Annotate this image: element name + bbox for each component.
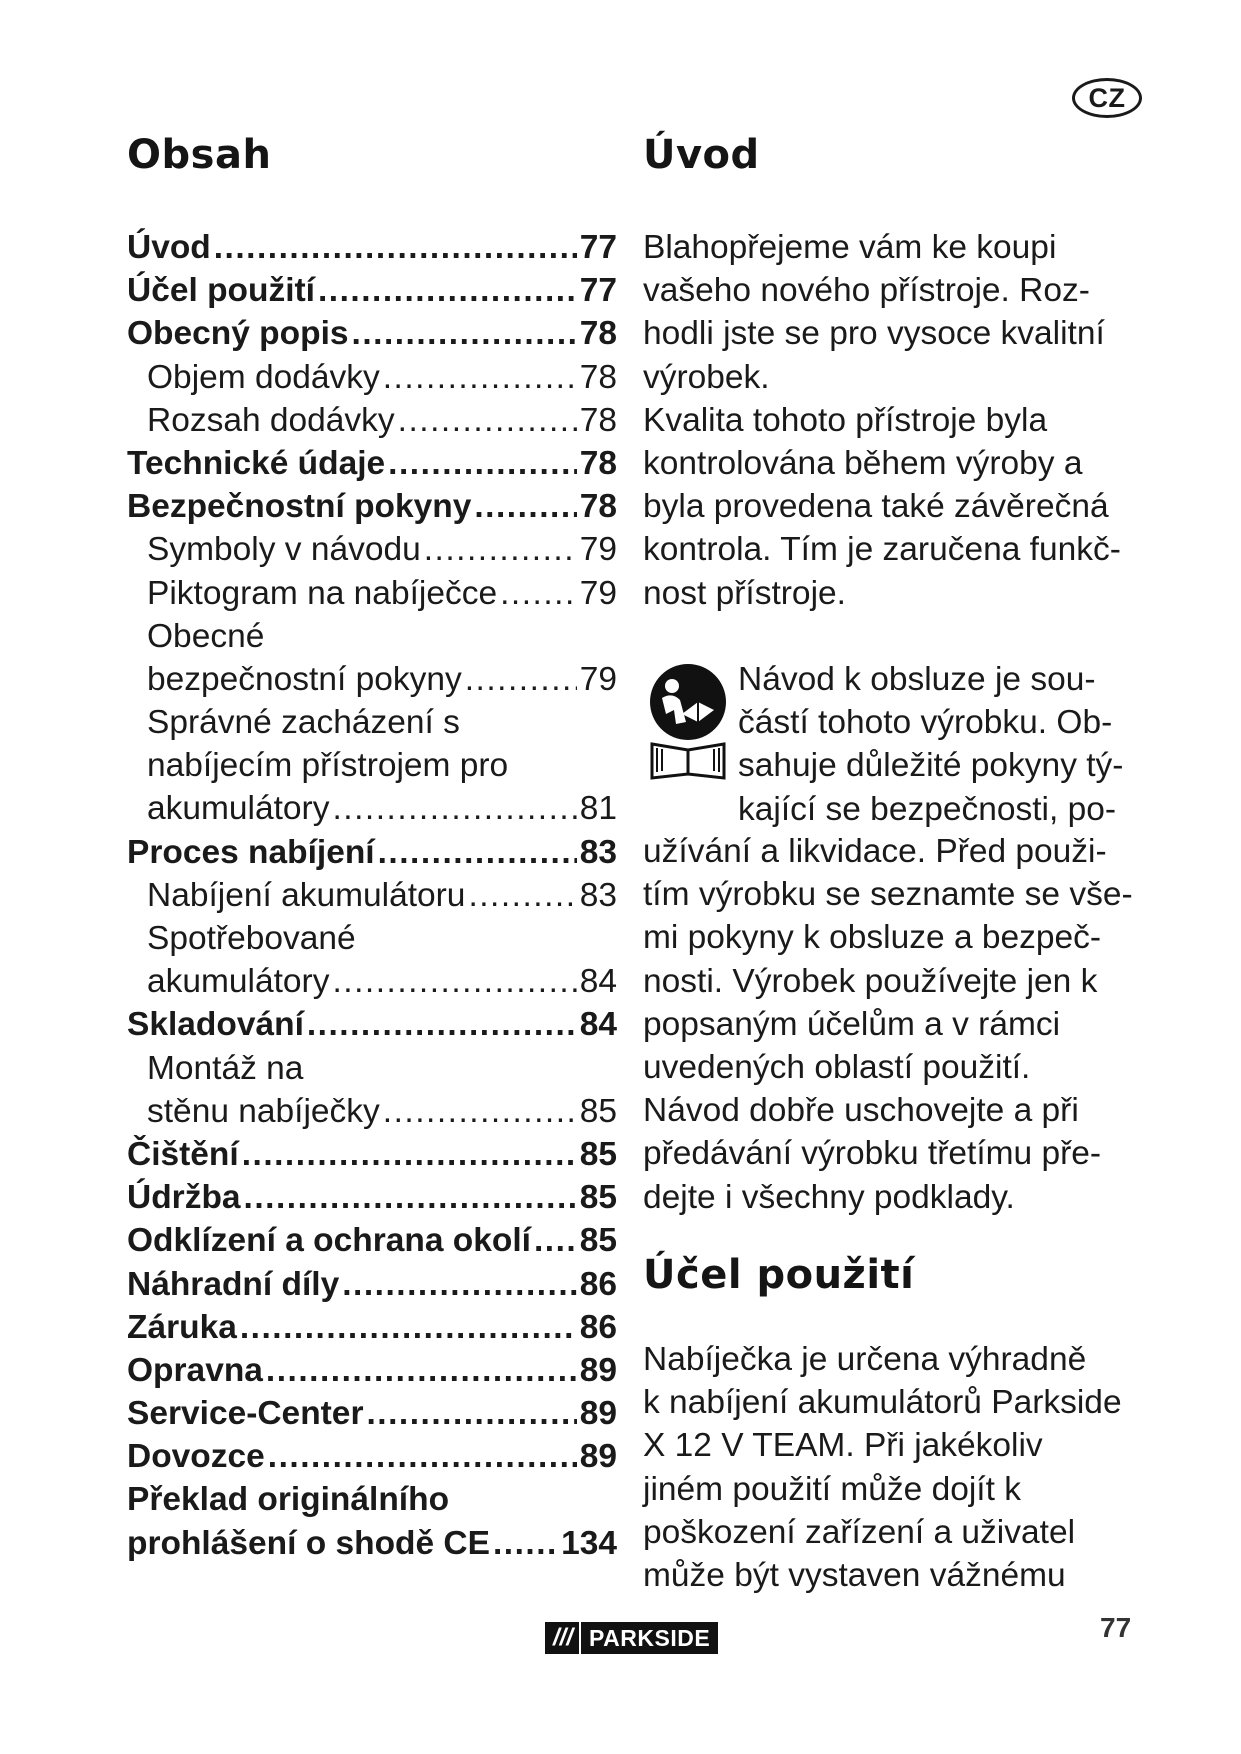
toc-leader-dots [465,658,577,701]
text-line: jiném použití může dojít k [643,1470,1021,1508]
text-line: Návod dobře uschovejte a při [643,1092,1079,1130]
toc-entry-title: Service-Center [127,1395,364,1433]
text-line: poškození zařízení a uživatel [643,1513,1076,1551]
text-line: vašeho nového přístroje. Roz- [643,272,1090,310]
toc-leader-dots [383,1090,577,1133]
purpose-heading: Účel použití [643,1252,915,1298]
toc-entry-page: 85 [579,1179,617,1217]
toc-entry-page: 79 [579,531,617,569]
toc-entry-page: 77 [579,229,617,266]
toc-leader-dots [398,399,577,442]
toc-entry-title: Dovozce [127,1438,265,1476]
toc-entry-page: 78 [579,444,617,482]
toc-entry-title: Nabíjení akumulátoru [147,876,466,914]
toc-leader-dots [214,226,577,269]
toc-leader-dots [332,960,576,1003]
manual-notice-text [738,658,1123,831]
text-line: sahuje důležité pokyny tý- [738,747,1124,785]
toc-leader-dots [383,356,577,399]
text-line: Blahopřejeme vám ke koupi [643,229,1057,266]
toc-entry [127,744,617,787]
toc-leader-dots [342,1263,577,1306]
toc-entry [127,1306,617,1349]
text-line: dejte i všechny podklady. [643,1178,1015,1216]
toc-leader-dots [534,1219,577,1262]
text-line: k nabíjení akumulátorů Parkside [643,1384,1122,1422]
toc-entry [127,356,617,399]
toc-entry-page: 85 [579,1222,617,1260]
toc-entry-title: Záruka [127,1308,237,1346]
toc-entry-title: Čištění [127,1135,239,1173]
toc-entry-title: Obecné [147,617,265,655]
toc-entry-page: 85 [579,1092,617,1130]
language-badge: CZ [1072,78,1142,118]
toc-leader-dots [424,528,577,571]
toc-entry-title: Skladování [127,1006,304,1044]
page-number: 77 [1100,1612,1132,1643]
toc-leader-dots [500,572,577,615]
toc-entry-page: 78 [579,315,617,353]
text-line: užívání a likvidace. Před použi- [643,833,1107,870]
toc-entry-title: Rozsah dodávky [147,401,395,439]
toc-entry [127,1392,617,1435]
text-line: byla provedena také závěrečná [643,488,1109,526]
toc-entry-title: Opravna [127,1351,263,1389]
toc-leader-dots [307,1003,577,1046]
toc-entry [127,917,617,960]
text-line: uvedených oblastí použití. [643,1049,1031,1087]
toc-entry [127,1263,617,1306]
toc-entry [127,485,617,528]
toc-entry-title: prohlášení o shodě CE [127,1524,490,1562]
toc-entry [127,960,617,1003]
toc-entry-title: akumulátory [147,790,330,828]
toc-entry-page: 77 [579,272,617,310]
toc-leader-dots [268,1435,577,1478]
toc-leader-dots [332,787,576,830]
text-line: částí tohoto výrobku. Ob- [738,704,1113,742]
table-of-contents [127,226,617,1565]
toc-entry-page: 81 [579,790,617,828]
toc-entry-page: 79 [579,574,617,612]
toc-entry [127,1047,617,1090]
text-line: výrobek. [643,358,770,396]
toc-entry [127,528,617,571]
toc-leader-dots [366,1392,576,1435]
toc-entry [127,658,617,701]
toc-leader-dots [468,874,576,917]
toc-entry [127,1478,617,1521]
toc-leader-dots [493,1522,558,1565]
toc-entry [127,399,617,442]
toc-entry-page: 83 [579,876,617,914]
toc-entry-title: Úvod [127,229,211,266]
toc-entry-title: Náhradní díly [127,1265,340,1303]
toc-entry-title: Údržba [127,1179,241,1217]
toc-entry-page: 85 [579,1135,617,1173]
toc-entry [127,1349,617,1392]
text-line: kontrola. Tím je zaručena funkč- [643,531,1121,569]
toc-entry-page: 78 [579,488,617,526]
manual-notice-continuation [643,830,1133,1219]
toc-entry-title: Správné zacházení s [147,704,460,742]
toc-leader-dots [240,1306,577,1349]
toc-entry [127,226,617,269]
text-line: popsaným účelům a v rámci [643,1005,1061,1043]
toc-leader-dots [318,269,577,312]
toc-entry-title: Bezpečnostní pokyny [127,488,472,526]
text-line: nost přístroje. [643,574,846,612]
toc-entry-page: 84 [579,1006,617,1044]
toc-entry-title: Obecný popis [127,315,349,353]
toc-entry [127,874,617,917]
intro-heading: Úvod [643,132,760,178]
toc-entry [127,1219,617,1262]
toc-entry-title: Účel použití [127,272,315,310]
toc-leader-dots [266,1349,577,1392]
text-line: kající se bezpečnosti, po- [738,790,1117,828]
text-line: může být vystaven vážnému [643,1557,1066,1595]
toc-entry-page: 86 [579,1308,617,1346]
toc-entry-title: stěnu nabíječky [147,1092,380,1130]
intro-paragraph [643,226,1121,615]
toc-entry [127,269,617,312]
toc-entry [127,1133,617,1176]
toc-entry-title: akumulátory [147,963,330,1001]
toc-entry [127,831,617,874]
toc-entry [127,442,617,485]
toc-leader-dots [388,442,577,485]
toc-entry-title: Piktogram na nabíječce [147,574,498,612]
toc-entry [127,1003,617,1046]
toc-entry-title: Odklízení a ochrana okolí [127,1222,531,1260]
toc-entry-page: 79 [579,660,617,698]
text-line: Kvalita tohoto přístroje byla [643,401,1048,439]
toc-entry [127,1090,617,1133]
toc-entry-title: Symboly v návodu [147,531,421,569]
toc-entry-title: Překlad originálního [127,1481,450,1519]
toc-leader-dots [244,1176,577,1219]
toc-entry-title: bezpečnostní pokyny [147,660,462,698]
toc-leader-dots [378,831,577,874]
toc-entry-title: Proces nabíjení [127,833,375,871]
text-line: předávání výrobku třetímu pře- [643,1135,1102,1173]
toc-entry [127,701,617,744]
toc-entry-page: 78 [579,401,617,439]
purpose-paragraph [643,1338,1122,1597]
toc-entry [127,787,617,830]
toc-entry-title: Spotřebované [147,920,356,957]
toc-leader-dots [242,1133,577,1176]
toc-heading: Obsah [127,132,272,178]
toc-entry-title: Objem dodávky [147,358,380,396]
toc-entry [127,1435,617,1478]
toc-entry-page: 89 [579,1438,617,1476]
toc-leader-dots [474,485,576,528]
toc-entry [127,312,617,355]
toc-entry-page: 83 [579,833,617,871]
text-line: nosti. Výrobek používejte jen k [643,962,1098,1000]
toc-entry-page: 89 [579,1395,617,1433]
toc-entry [127,1176,617,1219]
toc-entry-page: 134 [561,1524,617,1562]
toc-leader-dots [352,312,577,355]
toc-entry-title: Montáž na [147,1049,304,1087]
parkside-logo: /// PARKSIDE [545,1622,718,1654]
text-line: hodli jste se pro vysoce kvalitní [643,315,1105,353]
text-line: Nabíječka je určena výhradně [643,1341,1087,1378]
text-line: mi pokyny k obsluze a bezpeč- [643,919,1102,957]
text-line: Návod k obsluze je sou- [738,661,1096,698]
toc-entry-page: 86 [579,1265,617,1303]
toc-entry-page: 89 [579,1351,617,1389]
toc-entry [127,1522,617,1565]
toc-entry [127,615,617,658]
toc-entry-title: Technické údaje [127,444,386,482]
text-line: X 12 V TEAM. Při jakékoliv [643,1427,1043,1465]
toc-entry-title: nabíjecím přístrojem pro [147,747,509,785]
toc-entry-page: 84 [579,963,617,1001]
read-manual-icon [648,662,728,782]
text-line: kontrolována během výroby a [643,445,1083,483]
toc-entry [127,572,617,615]
toc-entry-page: 78 [579,358,617,396]
text-line: tím výrobku se seznamte se vše- [643,876,1133,914]
